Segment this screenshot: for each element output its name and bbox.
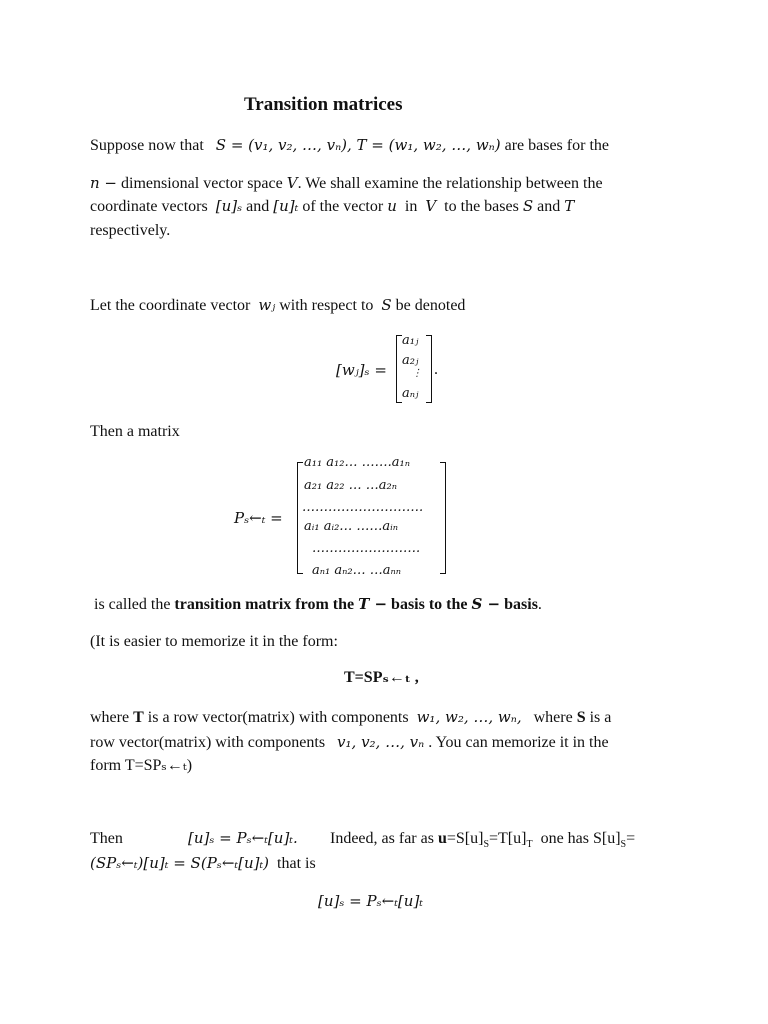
matrix-row: ……………………. xyxy=(312,541,421,556)
right-bracket xyxy=(440,462,446,574)
term: basis xyxy=(504,596,538,613)
text: is a xyxy=(589,709,612,726)
paragraph-intro-line-2 xyxy=(90,173,603,194)
text: in xyxy=(404,198,418,215)
vector-entry: ⋮ xyxy=(412,368,422,379)
text: =T[u] xyxy=(489,830,527,847)
matrix-row: aᵢ₁ aᵢ₂… ……aᵢₙ xyxy=(304,519,399,534)
math-us: [u]ₛ xyxy=(215,197,243,215)
text: one has S[u] xyxy=(540,830,621,847)
text: row vector(matrix) with components xyxy=(90,734,326,751)
wj-vector-lhs: [wⱼ]ₛ = xyxy=(336,361,387,379)
bases-definition: S = (v₁, v₂, …, vₙ), T = (w₁, w₂, …, wₙ) xyxy=(215,136,501,154)
paragraph-intro-line-1 xyxy=(90,135,609,156)
where-line-1 xyxy=(90,707,611,728)
where-line-3: form T=SPₛ←ₜ) xyxy=(90,757,193,774)
math-wj: wⱼ xyxy=(258,296,276,314)
text: = xyxy=(626,830,636,847)
then-a-matrix: Then a matrix xyxy=(90,423,180,440)
math-T: T xyxy=(564,197,575,215)
easier-note: (It is easier to memorize it in the form: xyxy=(90,633,338,650)
math-V: V xyxy=(286,174,298,192)
subscript: S xyxy=(483,839,489,851)
matrix-row: a₁₁ a₁₂… …….a₁ₙ xyxy=(304,455,410,470)
then-label: Then xyxy=(90,830,123,847)
then-line-1 xyxy=(330,829,635,855)
text: where xyxy=(90,709,130,726)
vector-entry: a₂ⱼ xyxy=(402,353,419,368)
paragraph-coordinate-vector xyxy=(90,295,465,316)
math-T: T − xyxy=(358,595,388,613)
text: . xyxy=(537,596,542,613)
text: that is xyxy=(277,855,316,872)
text: Let the coordinate vector xyxy=(90,297,251,314)
left-bracket xyxy=(297,462,303,574)
matrix-lhs: Pₛ←ₜ = xyxy=(234,509,283,527)
math-S: S xyxy=(522,197,534,215)
math-n: n − xyxy=(90,174,117,192)
text: be denoted xyxy=(395,297,466,314)
matrix-row: aₙ₁ aₙ₂… …aₙₙ xyxy=(312,563,402,578)
math-S: S xyxy=(381,296,392,314)
text: dimensional vector space xyxy=(121,175,283,192)
paragraph-intro-line-4: respectively. xyxy=(90,222,171,239)
math-u: u xyxy=(387,197,397,215)
text: to the bases xyxy=(444,198,519,215)
text: of the vector xyxy=(302,198,384,215)
then-line-2 xyxy=(90,853,316,874)
text: is called the xyxy=(94,596,171,613)
text: Indeed, as far as xyxy=(330,830,434,847)
matrix-row: ………………………. xyxy=(302,500,424,515)
then-equation: [u]ₛ = Pₛ←ₜ[u]ₜ. xyxy=(188,829,298,847)
text: is a row vector(matrix) with components xyxy=(147,709,409,726)
text: are bases for the xyxy=(504,137,609,154)
where-line-2 xyxy=(90,732,609,753)
math-w-components: w₁, w₂, …, wₙ, xyxy=(416,708,522,726)
math-v-components: v₁, v₂, …, vₙ xyxy=(337,733,425,751)
text: where xyxy=(533,709,573,726)
text: . We shall examine the relationship between the xyxy=(297,175,603,192)
term: transition matrix from the xyxy=(174,596,355,613)
page-title: Transition matrices xyxy=(244,94,403,115)
subscript: T xyxy=(526,839,533,851)
bold-S: S xyxy=(576,709,586,726)
text: =S[u] xyxy=(446,830,484,847)
right-bracket xyxy=(426,335,432,403)
definition-line xyxy=(94,594,542,615)
math-ut: [u]ₜ xyxy=(273,197,299,215)
vector-period: . xyxy=(434,361,438,378)
bold-T: T xyxy=(133,709,144,726)
formula-T-SP: T=SPₛ←ₜ , xyxy=(344,669,419,686)
subscript: S xyxy=(620,839,627,851)
term: basis to the xyxy=(391,596,468,613)
math-V: V xyxy=(425,197,437,215)
paragraph-intro-line-3 xyxy=(90,196,574,217)
math-S: S − xyxy=(471,595,501,613)
text: with respect to xyxy=(279,297,374,314)
text: Suppose now that xyxy=(90,137,204,154)
text: and xyxy=(537,198,561,215)
bold-u: u xyxy=(437,830,447,847)
text: and xyxy=(246,198,270,215)
vector-entry: aₙⱼ xyxy=(402,386,419,401)
text: . You can memorize it in the xyxy=(428,734,609,751)
math-expansion: (SPₛ←ₜ)[u]ₜ = S(Pₛ←ₜ[u]ₜ) xyxy=(90,854,270,872)
final-equation: [u]ₛ = Pₛ←ₜ[u]ₜ xyxy=(318,892,423,910)
vector-entry: a₁ⱼ xyxy=(402,333,419,348)
matrix-row: a₂₁ a₂₂ … …a₂ₙ xyxy=(304,478,397,493)
text: coordinate vectors xyxy=(90,198,208,215)
